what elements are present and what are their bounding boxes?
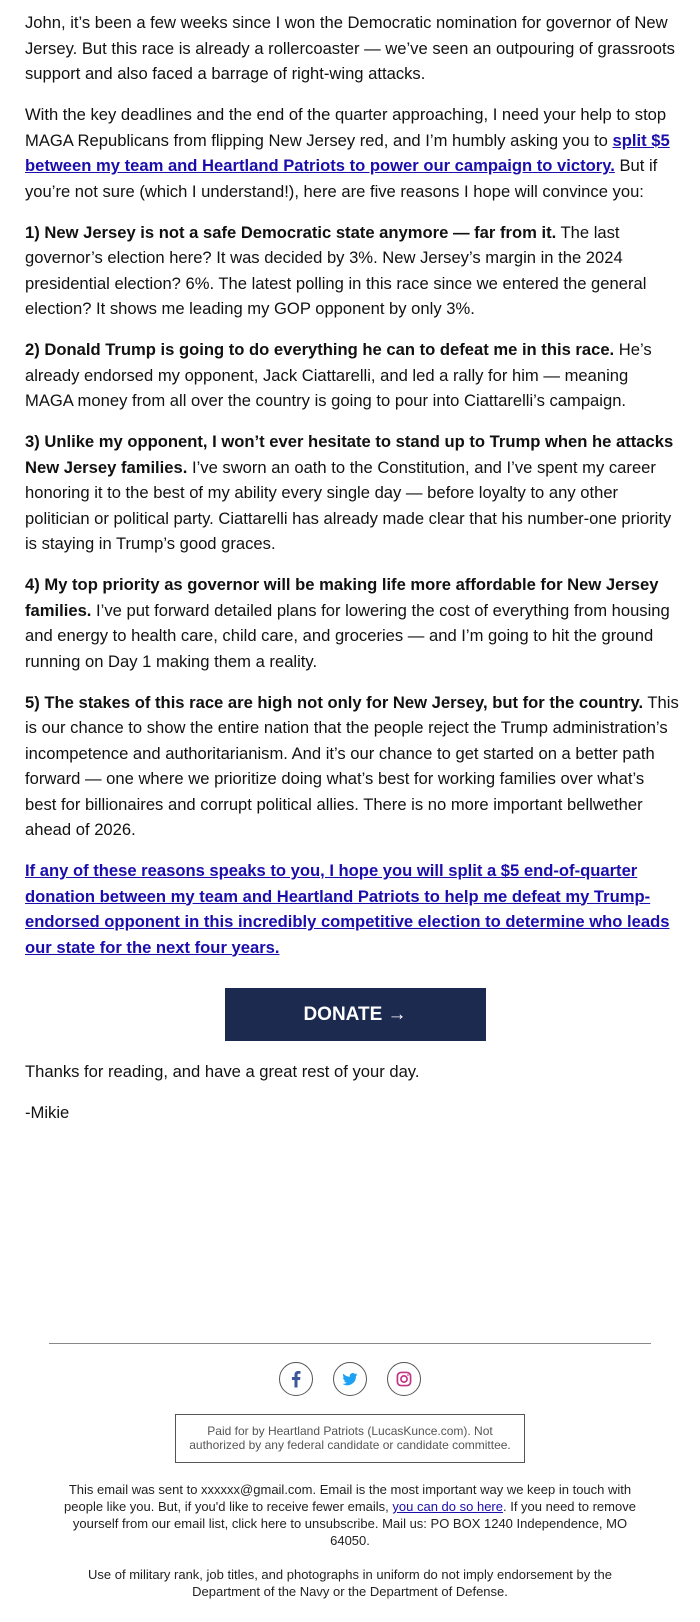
ask-text-post: But if you’re not sure (which I understand!), here are five reasons I hope will convince you: bbox=[25, 156, 658, 201]
email-notice-post: . If you need to remove yourself from our email list, click here to unsubscribe. Mail us: PO BOX 1240 Independence, MO 64050. bbox=[72, 1499, 636, 1548]
cta-donation-link[interactable]: If any of these reasons speaks to you, I hope you will split a $5 end-of-quarter donation between my team and Heartland Patriots to help me defeat my Trump-endorsed opponent in this incredibly competitive election to determine who leads our state for the next four years. bbox=[25, 861, 670, 957]
intro-paragraph: John, it’s been a few weeks since I won the Democratic nomination for governor of New Jersey. But this race is already a rollercoaster — we’ve seen an outpouring of grassroots support and also faced a barrage of right-wing attacks. bbox=[25, 13, 675, 83]
signature: -Mikie bbox=[25, 1103, 70, 1122]
split-donation-link[interactable]: split $5 between my team and Heartland Patriots to power our campaign to victory. bbox=[25, 130, 670, 175]
closing-line: Thanks for reading, and have a great rest of your day. bbox=[25, 1062, 420, 1081]
reason-1-heading: 1) New Jersey is not a safe Democratic state anymore — far from it. bbox=[25, 222, 557, 242]
reason-3-heading: 3) Unlike my opponent, I won’t ever hesitate to stand up to Trump when he attacks New Jersey families. bbox=[25, 432, 674, 477]
footer-divider bbox=[49, 1343, 651, 1344]
email-notice bbox=[55, 1481, 645, 1549]
reason-3-text: I’ve sworn an oath to the Constitution, and I’ve spent my career honoring it to the best of my ability every single day — before loyalty to any other politician or political party. Ciattarelli has already made clear that his number-one priority is staying in Trump’s good graces. bbox=[25, 457, 672, 553]
reason-2 bbox=[25, 337, 680, 414]
donate-button-wrap bbox=[25, 988, 680, 1041]
ask-text-pre: With the key deadlines and the end of the quarter approaching, I need your help to stop MAGA Republicans from flipping New Jersey red, and I’m humbly asking you to bbox=[25, 105, 667, 150]
reason-4-heading: 4) My top priority as governor will be making life more affordable for New Jersey families. bbox=[25, 575, 659, 620]
reason-5 bbox=[25, 690, 680, 843]
fine-print bbox=[55, 1481, 645, 1600]
instagram-icon[interactable] bbox=[387, 1362, 421, 1396]
twitter-icon[interactable] bbox=[333, 1362, 367, 1396]
email-body bbox=[25, 10, 680, 1141]
reason-4 bbox=[25, 572, 680, 674]
cta-paragraph bbox=[25, 858, 680, 960]
social-links bbox=[0, 1362, 700, 1400]
ask-paragraph bbox=[25, 102, 680, 204]
paid-for-disclaimer: Paid for by Heartland Patriots (LucasKunce.com). Not authorized by any federal candidate or candidate committee. bbox=[175, 1414, 525, 1463]
reason-2-heading: 2) Donald Trump is going to do everything he can to defeat me in this race. bbox=[25, 340, 615, 359]
reason-1 bbox=[25, 220, 680, 322]
reason-2-text: He’s already endorsed my opponent, Jack Ciattarelli, and led a rally for him — meaning MAGA money from all over the country is going to pour into Ciattarelli’s campaign. bbox=[25, 340, 652, 410]
reason-1-text: The last governor’s election here? It was decided by 3%. New Jersey’s margin in the 2024 presidential election? 6%. The latest polling in this race since we entered the general election? It shows me leading my GOP opponent by only 3%. bbox=[25, 222, 647, 318]
email-footer bbox=[0, 1343, 700, 1617]
fewer-emails-link[interactable]: you can do so here bbox=[392, 1499, 503, 1514]
email-notice-pre: This email was sent to xxxxxx@gmail.com. Email is the most important way we keep in touch with people like you. But, if you'd like to receive fewer emails, bbox=[64, 1482, 632, 1514]
reason-5-text: This is our chance to show the entire nation that the people reject the Trump administration’s incompetence and authoritarianism. And it’s our chance to get started on a better path forward — one where we prioritize doing what’s best for working families over what’s best for billionaires and corrupt political allies. There is no more important bellwether ahead of 2026. bbox=[25, 692, 679, 839]
facebook-icon[interactable] bbox=[279, 1362, 313, 1396]
military-disclaimer: Use of military rank, job titles, and photographs in uniform do not imply endorsement by the Department of the Navy or the Department of Defense. bbox=[88, 1567, 612, 1599]
reason-5-heading: 5) The stakes of this race are high not only for New Jersey, but for the country. bbox=[25, 692, 644, 712]
reason-3 bbox=[25, 429, 680, 557]
reason-4-text: I’ve put forward detailed plans for lowering the cost of everything from housing and energy to health care, child care, and groceries — and I’m going to hit the ground running on Day 1 making them a reality. bbox=[25, 600, 670, 671]
donate-button[interactable]: DONATE → bbox=[225, 988, 486, 1041]
